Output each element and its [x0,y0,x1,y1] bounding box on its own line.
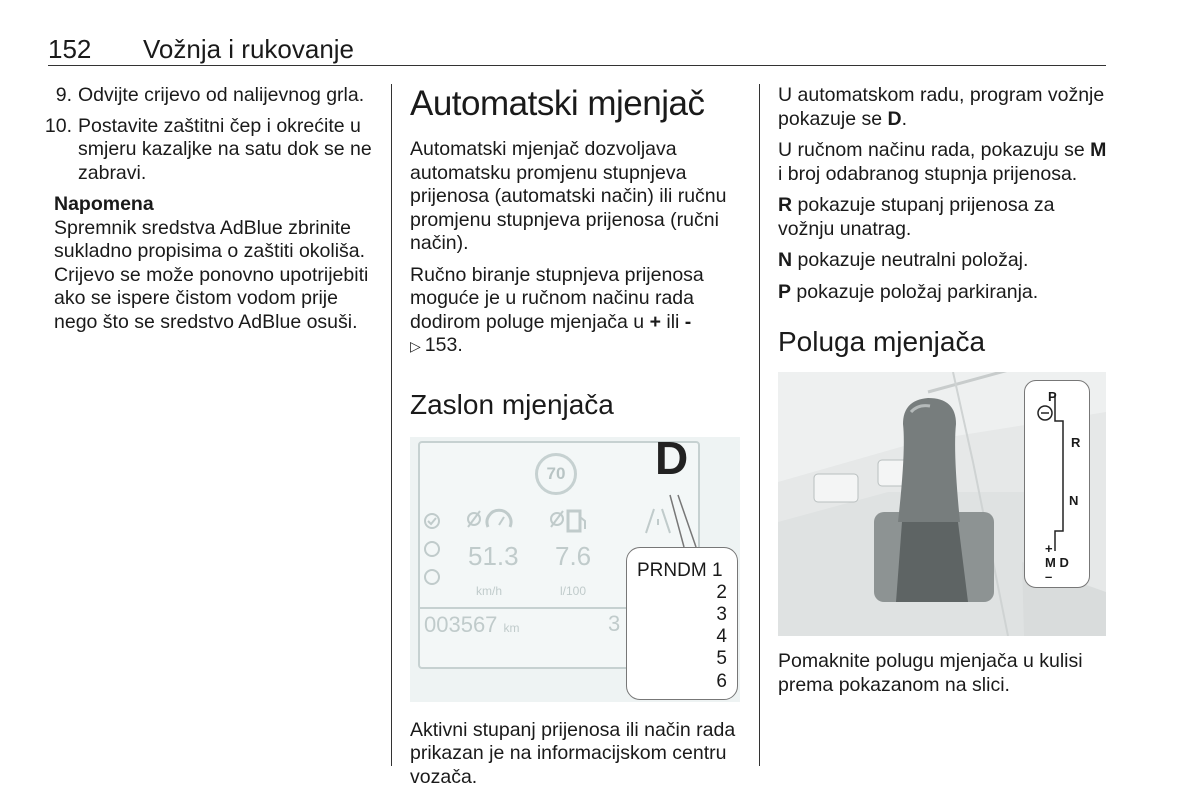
gate-p: P [1048,389,1057,404]
average-speed-icon [466,507,514,535]
figure-caption: Pomaknite polugu mjenjača u kulisi prema pokazanom na slici. [778,650,1083,696]
chapter-title: Vožnja i rukovanje [143,34,355,64]
current-gear: D [655,431,689,484]
gear-gate-diagram [1024,380,1090,588]
figure-caption: Aktivni stupanj prijenosa ili način rada prikazan je na informacijskom centru vozača. [410,718,736,788]
step-text: Postavite zaštitni čep i okrećite u smjeru kazaljke na satu dok se ne zabravi. [78,114,372,184]
gear-numbers: 2 3 4 5 6 [716,581,727,692]
gear-lever-figure [778,372,1106,636]
paragraph: U ručnom načinu rada, pokazuju se M i broj odabranog stupnja prijenosa. [778,139,1107,185]
step-text: Odvijte crijevo od nalijevnog grla. [78,84,365,106]
subsection-title: Poluga mjenjača [778,326,986,357]
fuel-consumption-value: 7.6 [555,540,592,571]
odometer: 003567 km [424,611,520,637]
paragraph: Automatski mjenjač dozvoljava automatsku promjenu stupnjeva prijenosa (automatski način) ili ručnu promjenu stupnjeva prijenosa (ručni način). [410,138,727,254]
fuel-consumption-icon [550,507,590,535]
page-header [48,32,1106,66]
page-reference-icon[interactable]: ▷ [410,338,421,354]
gate-n: N [1069,493,1079,508]
page-reference[interactable]: 153. [424,334,463,356]
column-divider [759,84,760,766]
column-1 [44,84,374,334]
trip-icons [422,507,444,595]
fuel-unit: l/100 [560,583,587,598]
paragraph: N pokazuje neutralni položaj. [778,249,1029,271]
step-number: 10. [44,114,72,137]
page-number: 152 [48,34,92,64]
paragraph: P pokazuje položaj parkiranja. [778,280,1039,303]
step-number: 9. [55,84,72,106]
section-title: Automatski mjenjač [410,84,705,123]
column-3 [778,84,1108,705]
paragraph: R pokazuje stupanj prijenosa za vožnju unatrag. [778,194,1055,240]
note-text: Spremnik sredstva AdBlue zbrinite sukladno propisima o zaštiti okoliša. Crijevo se može ponovno upotrijebiti ako se ispere čistom vodom prije nego što se sredstvo AdBlue osuši. [54,216,369,333]
gate-md: M D [1045,555,1069,570]
callout-pointer [668,493,698,549]
column-divider [391,84,392,766]
speed-unit: km/h [476,583,503,598]
note-title: Napomena [54,193,154,215]
gear-selector-callout [626,547,738,700]
gear-display-figure [410,431,740,705]
gate-plus: + [1045,541,1053,556]
gear-positions-label: PRNDM 1 [637,559,723,581]
paragraph: U automatskom radu, program vožnje pokazuje se D. [778,84,1105,130]
trip-value: 3 [608,610,621,636]
gate-minus: – [1045,569,1053,584]
column-2 [410,84,740,797]
paragraph: Ručno biranje stupnjeva prijenosa moguće je u ručnom načinu rada dodirom poluge mjenjača u + ili - ▷ 153. [410,263,704,356]
note-block [54,193,374,334]
subsection-title: Zaslon mjenjača [410,388,614,420]
list-item [44,115,374,186]
list-item [44,84,374,108]
speed-limit-sign-icon: 70 [535,453,577,495]
gate-r: R [1071,435,1081,450]
average-speed-value: 51.3 [468,540,519,571]
